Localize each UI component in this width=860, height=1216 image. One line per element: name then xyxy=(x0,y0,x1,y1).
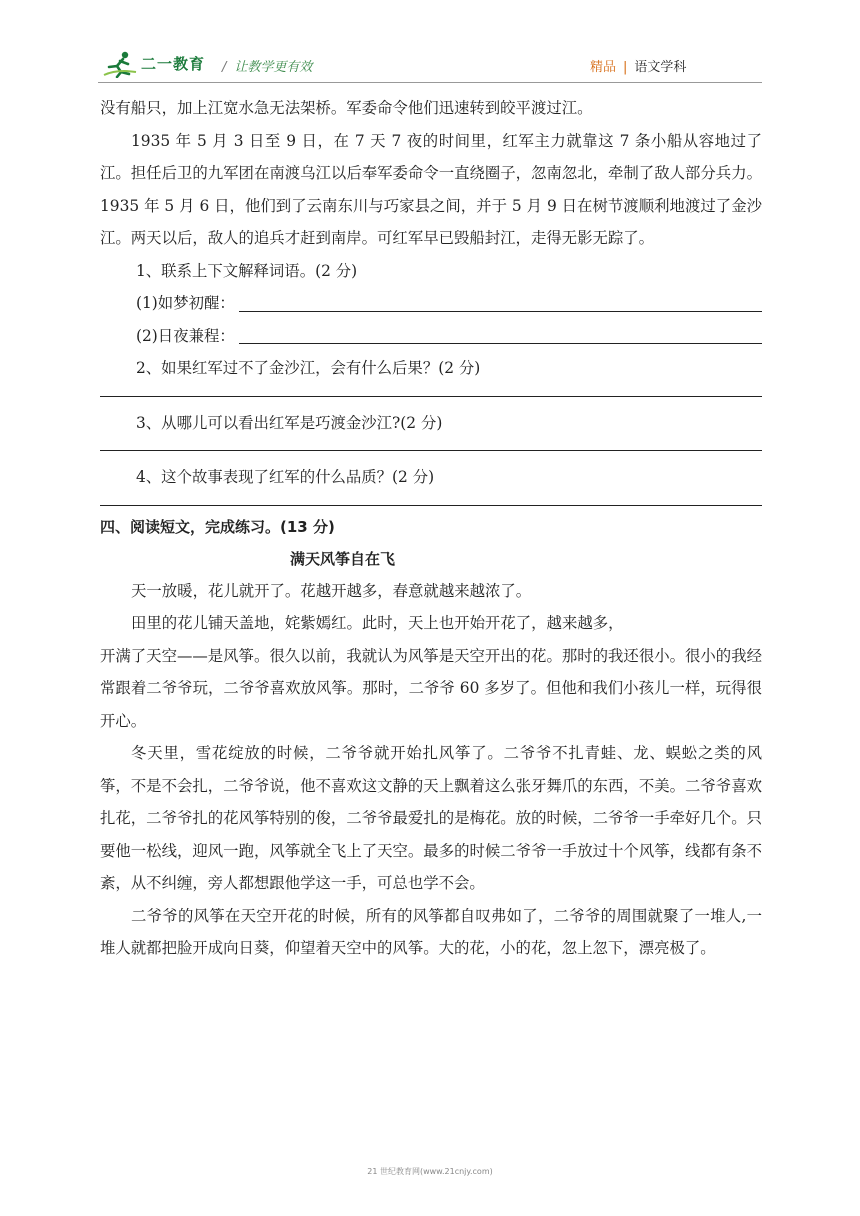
paragraph: 天一放暖，花儿就开了。花越开越多，春意就越来越浓了。 xyxy=(131,581,532,600)
paragraph: 开满了天空——是风筝。很久以前，我就认为风筝是天空开出的花。那时的我还很小。很小的我经常跟着二爷爷玩，二爷爷喜欢放风筝。那时，二爷爷 60 多岁了。但他和我们小孩儿一样，玩得很开心。 xyxy=(100,646,762,730)
slogan-text: 让教学更有效 xyxy=(234,60,313,75)
answer-line[interactable] xyxy=(239,291,762,312)
tag-divider: | xyxy=(623,60,628,75)
question-4: 4、这个故事表现了红军的什么品质？(2 分) xyxy=(136,468,435,486)
page-header xyxy=(0,0,860,86)
quality-tag: 精品 xyxy=(590,60,617,75)
question-2: 2、如果红军过不了金沙江，会有什么后果？(2 分) xyxy=(136,359,481,377)
paragraph: 1935 年 5 月 3 日至 9 日，在 7 天 7 夜的时间里，红军主力就靠这 7 条小船从容地过了江。担任后卫的九军团在南渡乌江以后奉军委命令一直绕圈子，忽南忽北，牵制了敌人部分兵力。1935 年 5 月 6 日，他们到了云南东川与巧家县之间，并于 5 月 9 日在树节渡顺利地渡过了金沙江。两天以后，敌人的追兵才赶到南岸。可红军早已毁船封江，走得无影无踪了。 xyxy=(100,131,762,247)
slogan xyxy=(222,56,312,75)
answer-line[interactable] xyxy=(100,449,762,451)
passage-title: 满天风筝自在飞 xyxy=(290,549,396,568)
paragraph: 冬天里，雪花绽放的时候，二爷爷就开始扎风筝了。二爷爷不扎青蛙、龙、蜈蚣之类的风筝，不是不会扎，二爷爷说，他不喜欢这文静的天上飘着这么张牙舞爪的东西，不美。二爷爷喜欢扎花，二爷爷扎的花风筝特别的俊，二爷爷最爱扎的是梅花。放的时候，二爷爷一手牵好几个。只要他一松线，迎风一跑，风筝就全飞上了天空。最多的时候二爷爷一手放过十个风筝，线都有条不紊，从不纠缠，旁人都想跟他学这一手，可总也学不会。 xyxy=(100,744,762,892)
answer-row xyxy=(136,320,762,353)
answer-line[interactable] xyxy=(100,395,762,397)
answer-label: (2)日夜兼程： xyxy=(136,326,235,345)
header-rule xyxy=(98,82,762,83)
header-tags xyxy=(590,56,686,75)
paragraph: 二爷爷的风筝在天空开花的时候，所有的风筝都自叹弗如了，二爷爷的周围就聚了一堆人,一堆人就都把脸开成向日葵，仰望着天空中的风筝。大的花，小的花，忽上忽下，漂亮极了。 xyxy=(100,906,762,957)
answer-line[interactable] xyxy=(239,323,762,344)
site-logo xyxy=(103,50,213,78)
question-1: 1、联系上下文解释词语。(2 分) xyxy=(136,261,358,280)
logo-text: 二一教育 xyxy=(141,55,206,73)
slash-divider: / xyxy=(222,60,227,75)
runner-logo-icon xyxy=(103,50,137,78)
document-body xyxy=(100,92,762,965)
page-footer: 21 世纪教育网(www.21cnjy.com) xyxy=(367,1167,493,1176)
paragraph: 没有船只，加上江宽水急无法架桥。军委命令他们迅速转到皎平渡过江。 xyxy=(100,99,593,117)
paragraph: 田里的花儿铺天盖地，姹紫嫣红。此时，天上也开始开花了，越来越多， xyxy=(131,614,624,632)
section-heading: 四、阅读短文，完成练习。(13 分) xyxy=(100,517,335,536)
answer-label: (1)如梦初醒： xyxy=(136,294,235,312)
question-3: 3、从哪儿可以看出红军是巧渡金沙江?(2 分) xyxy=(136,413,443,432)
answer-row xyxy=(136,287,762,320)
subject-tag: 语文学科 xyxy=(634,60,687,75)
answer-line[interactable] xyxy=(100,504,762,506)
